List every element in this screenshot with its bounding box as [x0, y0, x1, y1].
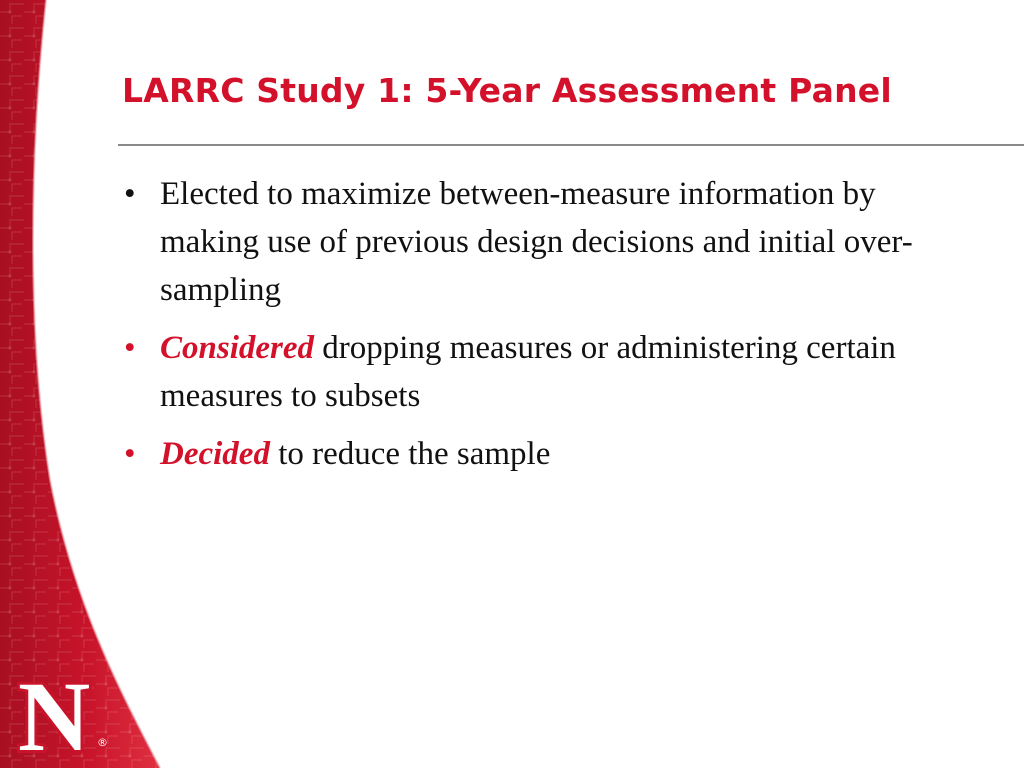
bullet-icon: • — [124, 436, 136, 472]
bullet-text: Elected to maximize between-measure information by making use of previous design decisions and initial over-sampling — [160, 176, 913, 308]
bullet-list — [118, 170, 978, 488]
bullet-emphasis: Decided — [160, 436, 270, 472]
bullet-text: to reduce the sample — [269, 436, 551, 472]
bullet-item-3 — [118, 430, 978, 478]
bullet-icon: • — [124, 176, 136, 212]
bullet-icon: • — [124, 330, 136, 366]
nebraska-n-logo — [14, 668, 126, 758]
bullet-item-2 — [118, 324, 978, 420]
registered-mark: ® — [97, 736, 108, 749]
slide-title: LARRC Study 1: 5-Year Assessment Panel — [122, 71, 892, 110]
bullet-emphasis: Considered — [160, 330, 315, 366]
title-divider — [118, 144, 1024, 146]
bullet-item-1 — [118, 170, 978, 314]
bullet-text: dropping measures or administering certain measures to subsets — [160, 330, 896, 414]
logo-letter: N — [18, 668, 91, 758]
